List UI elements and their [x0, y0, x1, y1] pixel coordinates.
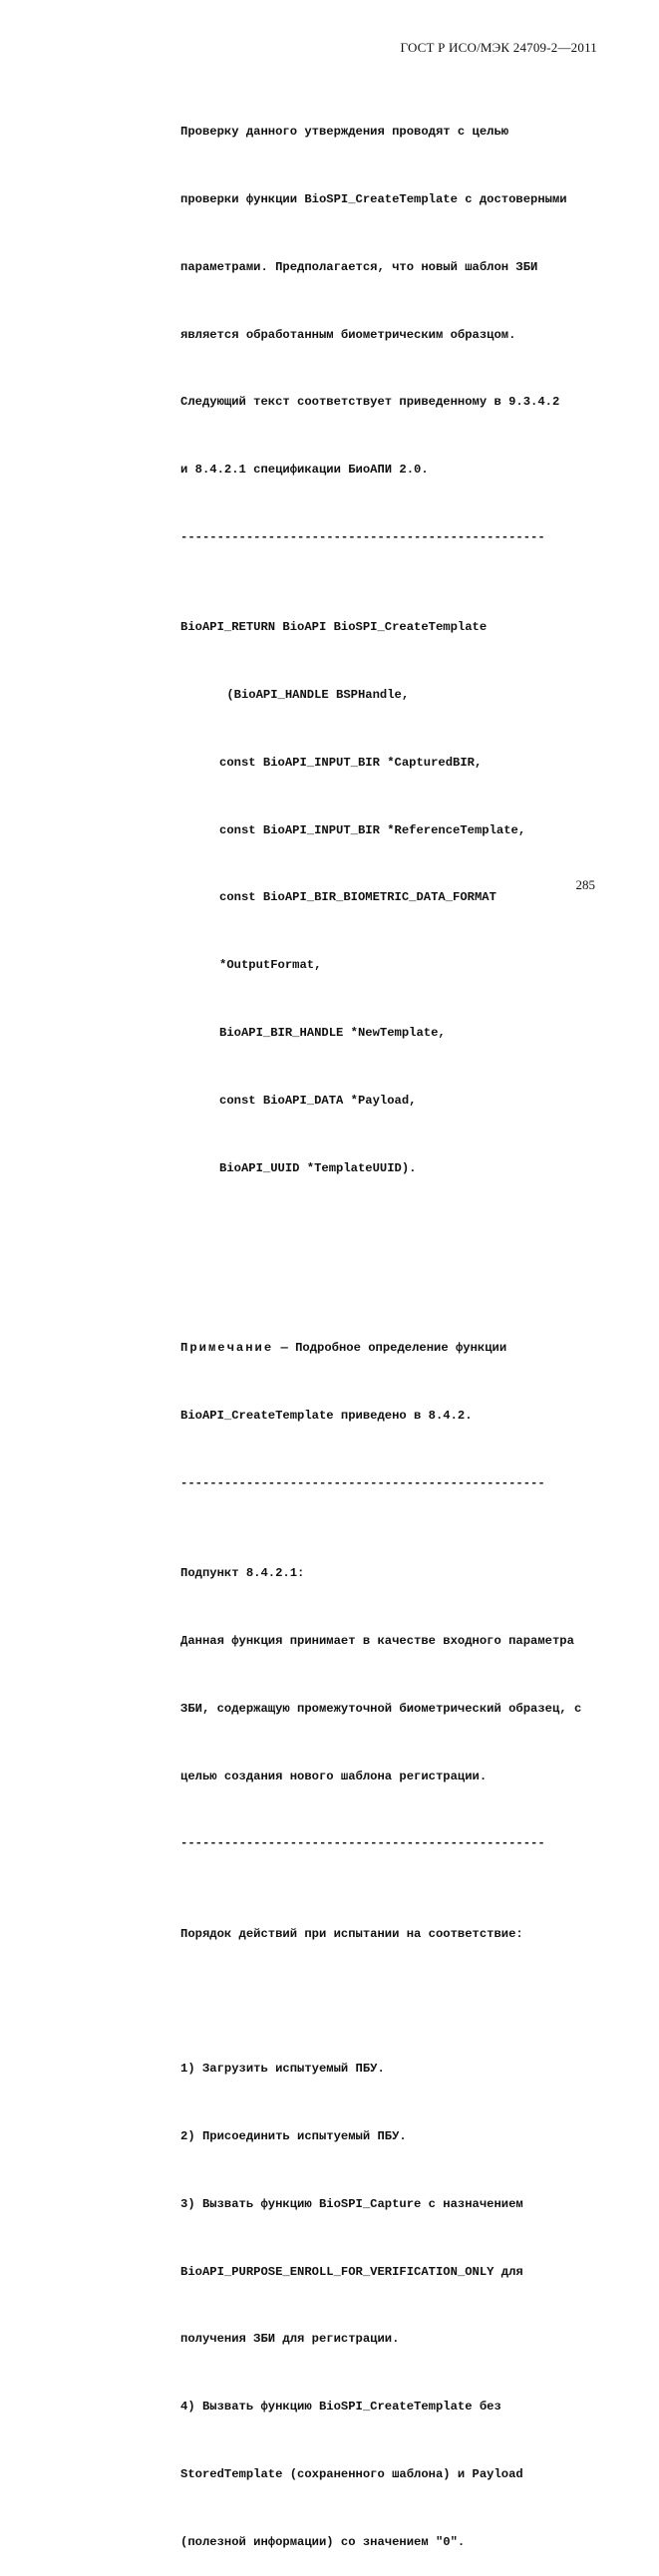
- subclause-title: Подпункт 8.4.2.1:: [180, 1566, 305, 1581]
- intro-line: является обработанным биометрическим образцом.: [180, 327, 516, 342]
- blank-line: [180, 1990, 609, 2013]
- code-param: BioAPI_UUID *TemplateUUID).: [219, 1160, 417, 1175]
- procedure-title: Порядок действий при испытании на соответствие:: [180, 1926, 523, 1941]
- intro-line: проверки функции BioSPI_CreateTemplate с достоверными: [180, 191, 567, 206]
- procedure-step: 4) Вызвать функцию BioSPI_CreateTemplate без: [180, 2400, 501, 2415]
- procedure-step: StoredTemplate (сохраненного шаблона) и Payload: [180, 2466, 523, 2481]
- code-signature: BioAPI_RETURN BioAPI BioSPI_CreateTemplate: [180, 620, 488, 635]
- procedure-step: получения ЗБИ для регистрации.: [180, 2332, 400, 2347]
- note-line: [180, 1337, 609, 1360]
- intro-line: Следующий текст соответствует приведенному в 9.3.4.2: [180, 395, 560, 410]
- procedure-step: (полезной информации) со значением "0".: [180, 2534, 466, 2549]
- intro-line: и 8.4.2.1 спецификации БиоАПИ 2.0.: [180, 463, 429, 478]
- procedure-step: 1) Загрузить испытуемый ПБУ.: [180, 2062, 385, 2077]
- separator-line: --------------------------------------------------: [180, 1836, 545, 1851]
- code-param: *OutputFormat,: [219, 958, 322, 973]
- intro-line: Проверку данного утверждения проводят с целью: [180, 125, 509, 140]
- subclause-line: Данная функция принимает в качестве входного параметра: [180, 1633, 574, 1648]
- document-header: ГОСТ Р ИСО/МЭК 24709-2—2011: [400, 40, 597, 55]
- note-text: BioAPI_CreateTemplate приведено в 8.4.2.: [180, 1409, 473, 1424]
- separator-line: --------------------------------------------------: [180, 1475, 545, 1490]
- page-number: 285: [575, 877, 595, 892]
- separator-line: --------------------------------------------------: [180, 529, 545, 544]
- code-param: const BioAPI_INPUT_BIR *CapturedBIR,: [219, 755, 483, 770]
- document-body: [180, 76, 609, 2576]
- intro-line: параметрами. Предполагается, что новый шаблон ЗБИ: [180, 259, 538, 274]
- procedure-step: BioAPI_PURPOSE_ENROLL_FOR_VERIFICATION_ONLY для: [180, 2264, 523, 2279]
- note-text: — Подробное определение функции: [273, 1341, 507, 1356]
- code-param: const BioAPI_BIR_BIOMETRIC_DATA_FORMAT: [219, 890, 496, 905]
- subclause-line: целью создания нового шаблона регистрации.: [180, 1769, 488, 1783]
- code-param: BioAPI_BIR_HANDLE *NewTemplate,: [219, 1025, 446, 1040]
- code-param: const BioAPI_DATA *Payload,: [219, 1093, 417, 1108]
- procedure-step: 3) Вызвать функцию BioSPI_Capture с назначением: [180, 2196, 523, 2211]
- subclause-line: ЗБИ, содержащую промежуточной биометрический образец, с: [180, 1701, 582, 1716]
- note-label: Примечание: [180, 1341, 274, 1356]
- code-param: (BioAPI_HANDLE BSPHandle,: [219, 688, 410, 703]
- blank-line: [180, 1247, 609, 1270]
- code-param: const BioAPI_INPUT_BIR *ReferenceTemplate,: [219, 822, 526, 837]
- procedure-step: 2) Присоединить испытуемый ПБУ.: [180, 2129, 407, 2144]
